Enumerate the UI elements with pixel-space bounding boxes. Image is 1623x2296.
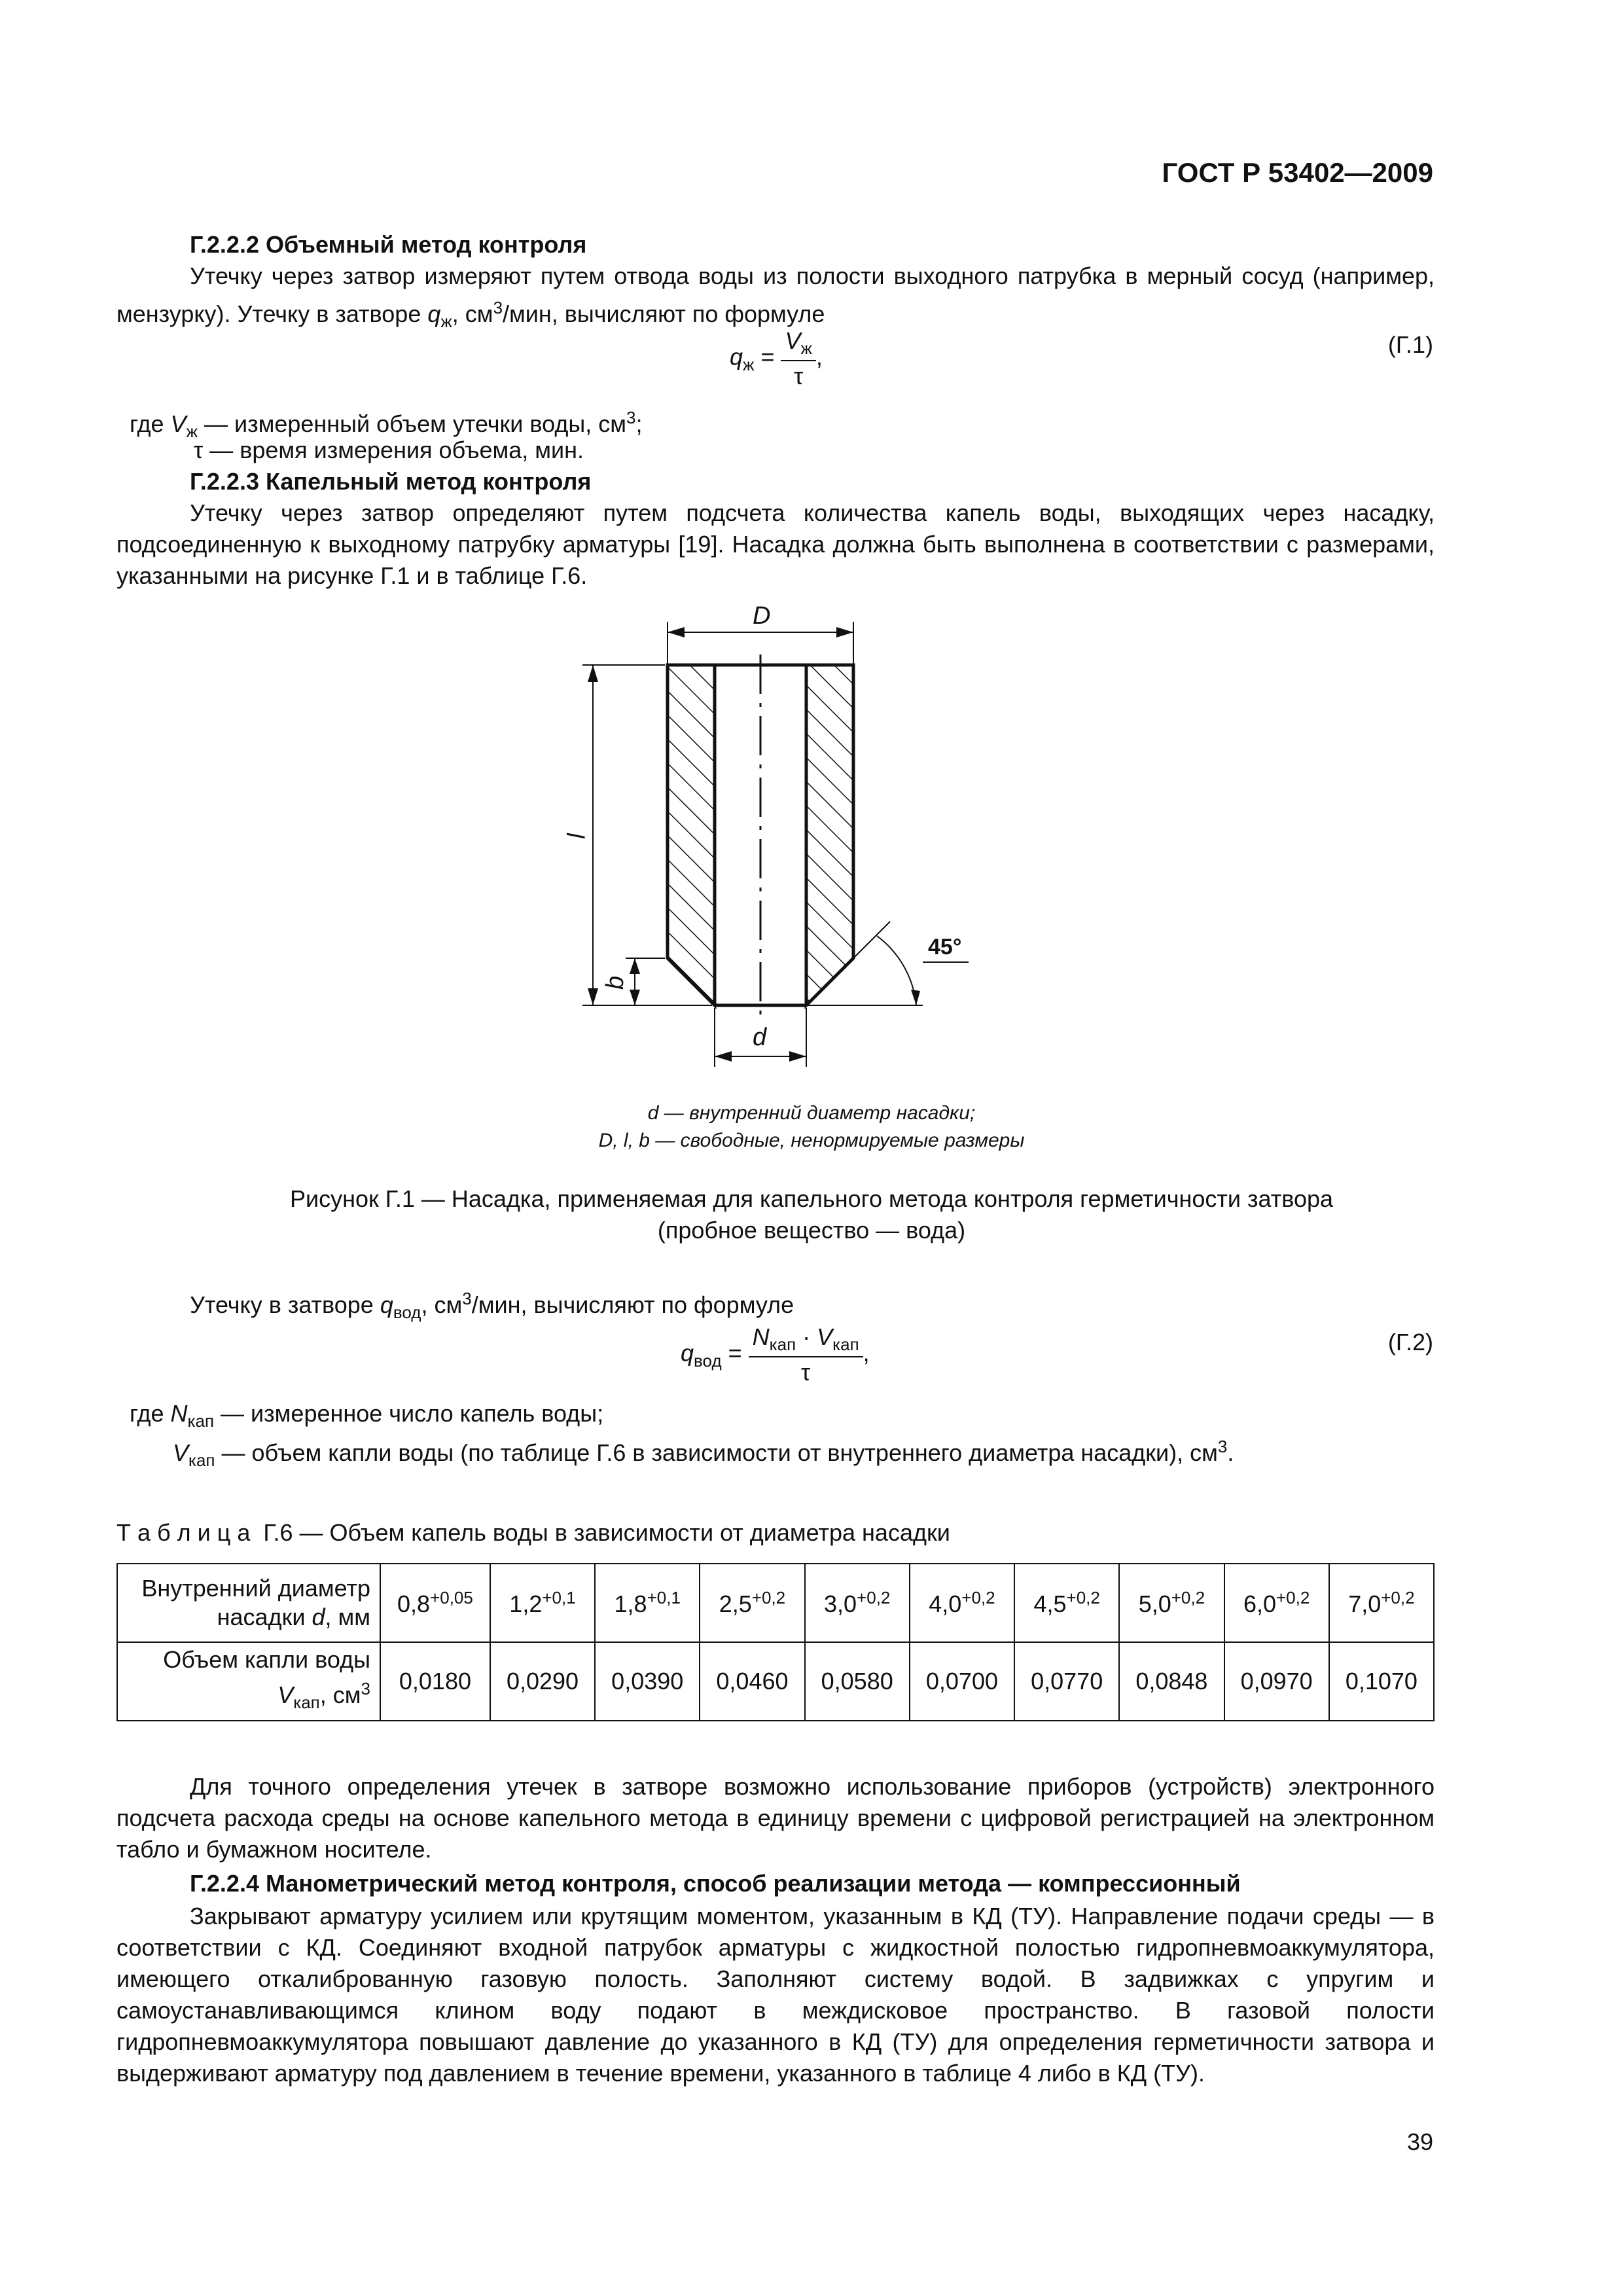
dimension-label-d: d — [753, 1024, 767, 1051]
table-title: Т а б л и ц а Г.6 — Объем капель воды в зависимости от диаметра насадки — [116, 1519, 950, 1546]
diameter-cell: $0,8^{+0,05}$ — [380, 1564, 490, 1642]
formula-g2: $q_{вод}$ = $\frac{N_{кап} \cdot V_{кап}}{\tau}$ , — [681, 1323, 870, 1386]
table-g6 — [116, 1563, 1435, 1721]
volume-cell: 0,0180 — [380, 1642, 490, 1721]
diameter-cell: $5,0^{+0,2}$ — [1119, 1564, 1224, 1642]
diameter-cell: $1,2^{+0,1}$ — [490, 1564, 595, 1642]
volume-cell: 0,0848 — [1119, 1642, 1224, 1721]
diameter-cell: $2,5^{+0,2}$ — [700, 1564, 804, 1642]
section-heading-g223: Г.2.2.3 Капельный метод контроля — [190, 468, 592, 495]
figure-caption-cont: (пробное вещество — вода) — [657, 1217, 966, 1244]
section-heading-g224: Г.2.2.4 Манометрический метод контроля, способ реализации метода — компрессионный — [190, 1870, 1241, 1897]
diameter-cell: $4,0^{+0,2}$ — [910, 1564, 1014, 1642]
where-n-line: где $N_{кап}$ — измеренное число капель воды; — [130, 1400, 604, 1431]
diameter-cell: $6,0^{+0,2}$ — [1224, 1564, 1329, 1642]
diameter-cell: $4,5^{+0,2}$ — [1014, 1564, 1119, 1642]
figure-caption: Рисунок Г.1 — Насадка, применяемая для капельного метода контроля герметичности затвора — [289, 1185, 1334, 1212]
section-heading-g222: Г.2.2.2 Объемный метод контроля — [190, 231, 587, 258]
paragraph-g224: Закрывают арматуру усилием или крутящим моментом, указанным в КД (ТУ). Направление подачи среды — в соответствии с КД. Соединяют входной патрубок арматуры с жидкостной полостью гидропневмоаккумулятора, имеющего откалиброванную газовую полость. Заполняют систему водой. В задвижках с упругим и самоустанавливающимся клином воду подают в междисковое пространство. В газовой полости гидропневмоаккумулятора повышают давление до указанного в КД (ТУ) для определения герметичности затвора и выдерживают арматуру под давлением в течение времени, указанного в таблице 4 либо в КД (ТУ). — [116, 1903, 1435, 2087]
formula-g1: $q_ж$ = $\frac{V_ж}{\tau}$ , — [730, 327, 823, 390]
dimension-label-b: b — [601, 975, 630, 990]
volume-cell: 0,0770 — [1014, 1642, 1119, 1721]
volume-cell: 0,0460 — [700, 1642, 804, 1721]
dimension-label-D: D — [753, 602, 771, 630]
where-v-kap-line: $V_{кап}$ — объем капли воды (по таблице Г.6 в зависимости от внутреннего диаметра насадки), $см^3$. — [173, 1437, 1234, 1471]
angle-label: 45° — [928, 935, 962, 960]
row-header-diameter: Внутренний диаметр насадки d, мм — [117, 1564, 380, 1642]
volume-cell: 0,1070 — [1329, 1642, 1434, 1721]
diameter-cell: $1,8^{+0,1}$ — [595, 1564, 700, 1642]
volume-cell: 0,0390 — [595, 1642, 700, 1721]
paragraph-g222: Утечку через затвор измеряют путем отвода воды из полости выходного патрубка в мерный сосуд (например, мензурку). Утечку в затворе $q_ж$, $см^3$/мин, вычисляют по формуле — [116, 262, 1435, 332]
where-v-line: где $V_ж$ — измеренный объем утечки воды, $см^3$; — [130, 408, 643, 442]
formula-g1-number: (Г.1) — [1387, 331, 1433, 358]
nozzle-drawing — [0, 0, 1623, 1113]
volume-cell: 0,0700 — [910, 1642, 1014, 1721]
figure-note-2: D, l, b — свободные, ненормируемые размеры — [598, 1130, 1025, 1151]
diameter-cell: $3,0^{+0,2}$ — [805, 1564, 910, 1642]
page-number: 39 — [1406, 2128, 1433, 2155]
document-id: ГОСТ Р 53402—2009 — [1162, 157, 1433, 188]
volume-cell: 0,0290 — [490, 1642, 595, 1721]
nozzle-left-wall — [668, 665, 715, 1005]
table-row-diameter — [117, 1564, 1434, 1642]
diameter-cell: $7,0^{+0,2}$ — [1329, 1564, 1434, 1642]
dimension-label-l: l — [563, 833, 591, 839]
paragraph-g223: Утечку через затвор определяют путем подсчета количества капель воды, выходящих через насадку, подсоединенную к выходному патрубку арматуры [19]. Насадка должна быть выполнена в соответствии с размерами, указанными на рисунке Г.1 и в таблице Г.6. — [116, 499, 1435, 589]
paragraph-after-table: Для точного определения утечек в затворе возможно использование приборов (устройств) электронного подсчета расхода среды на основе капельного метода в единицу времени с цифровой регистрацией на электронном табло и бумажном носителе. — [116, 1773, 1435, 1863]
formula-g2-number: (Г.2) — [1387, 1329, 1433, 1355]
formula-g2-intro: Утечку в затворе $q_{вод}$, $см^3$/мин, вычисляют по формуле — [190, 1289, 794, 1323]
where-tau-line: τ — время измерения объема, мин. — [194, 437, 584, 463]
volume-cell: 0,0970 — [1224, 1642, 1329, 1721]
volume-cell: 0,0580 — [805, 1642, 910, 1721]
table-row-volume — [117, 1642, 1434, 1721]
nozzle-right-wall — [806, 665, 853, 1005]
figure-note-1: d — внутренний диаметр насадки; — [647, 1102, 976, 1124]
row-header-volume: Объем капли воды $V_{кап}$, $см^3$ — [117, 1642, 380, 1721]
